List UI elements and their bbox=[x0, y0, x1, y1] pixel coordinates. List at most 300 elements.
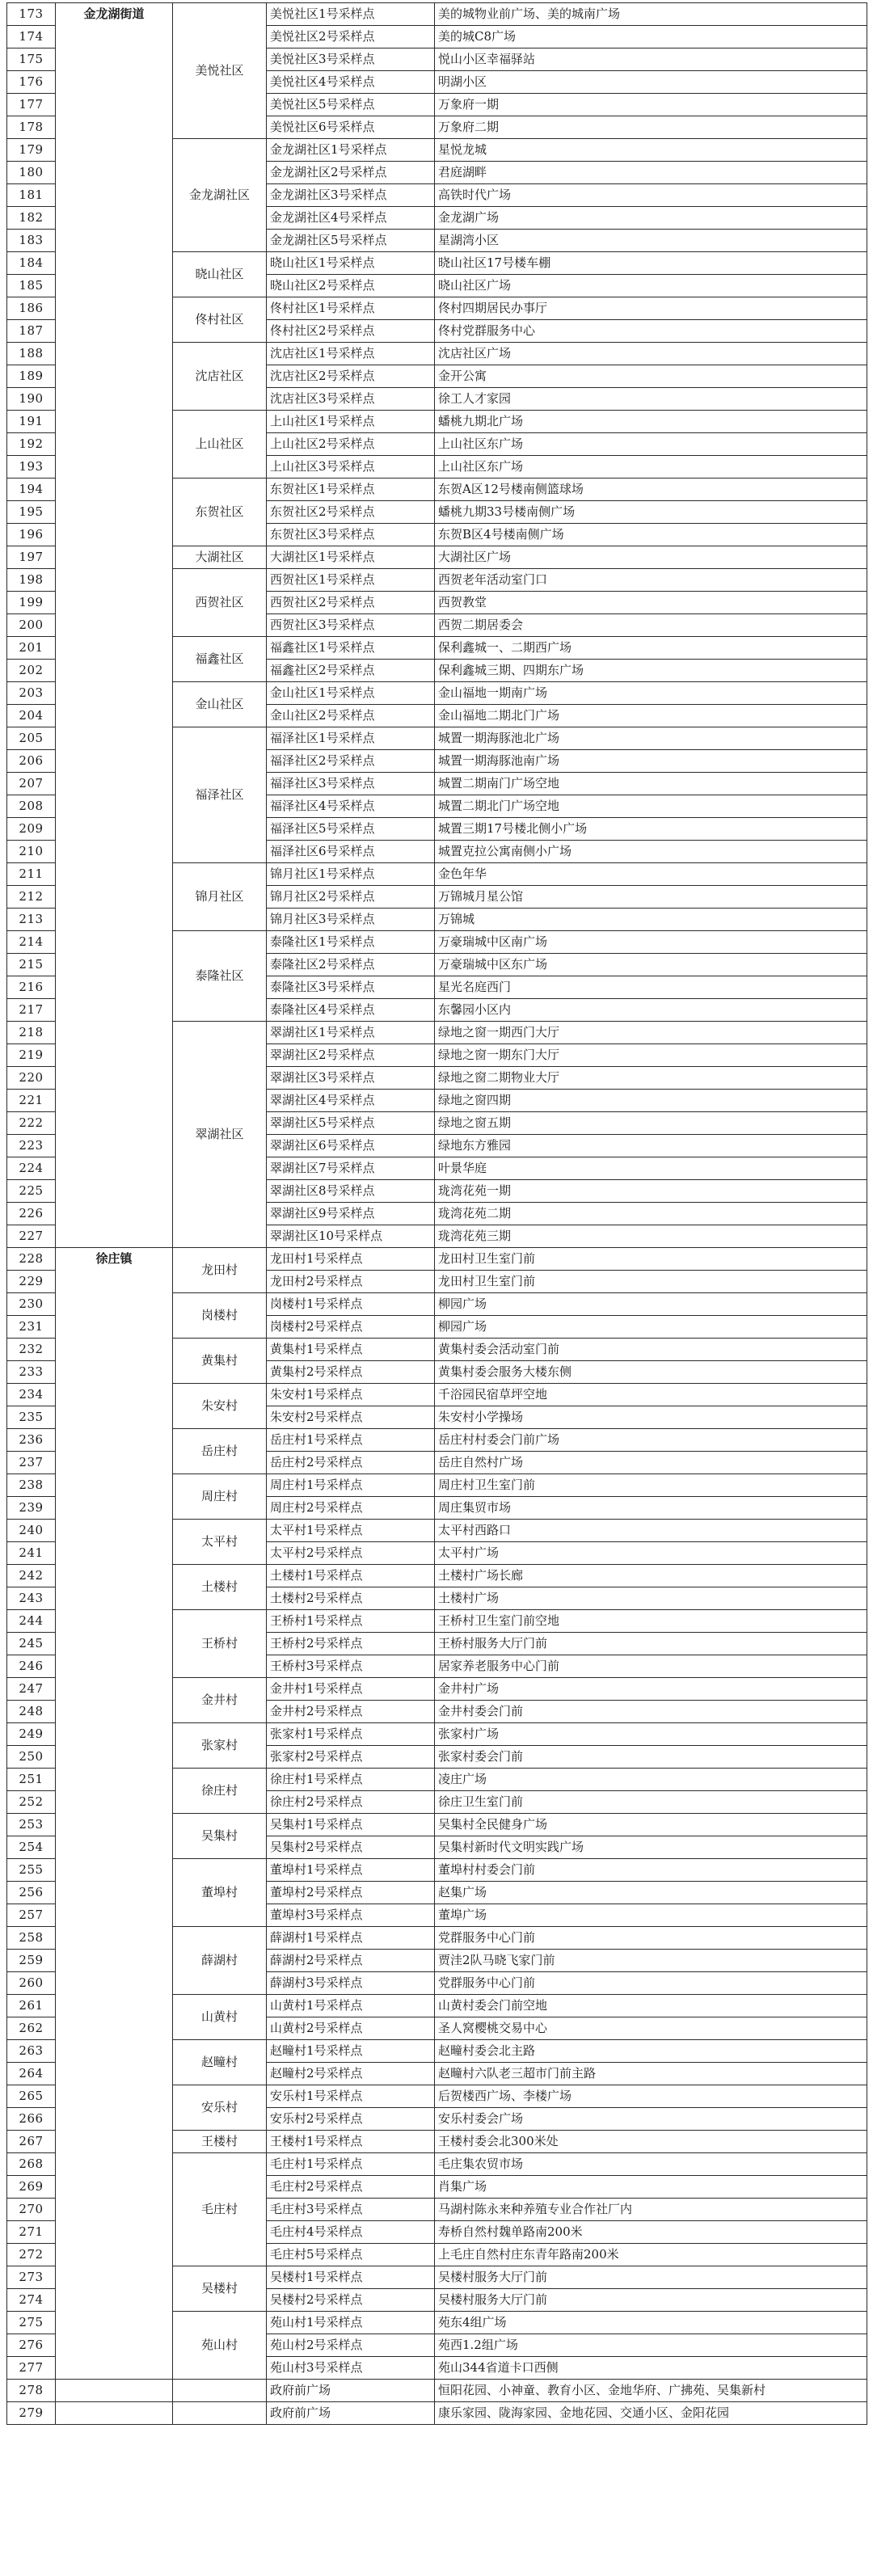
sampling-site: 黄集村1号采样点 bbox=[267, 1339, 435, 1361]
site-location: 土楼村广场 bbox=[435, 1587, 867, 1610]
row-number: 262 bbox=[7, 2017, 56, 2040]
sampling-site: 翠湖社区1号采样点 bbox=[267, 1022, 435, 1044]
community-name: 赵疃村 bbox=[173, 2040, 267, 2085]
sampling-site: 政府前广场 bbox=[267, 2380, 435, 2402]
site-location: 东贺B区4号楼南侧广场 bbox=[435, 524, 867, 546]
sampling-site: 沈店社区3号采样点 bbox=[267, 388, 435, 411]
site-location: 金龙湖广场 bbox=[435, 207, 867, 230]
community-name: 福泽社区 bbox=[173, 727, 267, 863]
row-number: 229 bbox=[7, 1271, 56, 1293]
row-number: 236 bbox=[7, 1429, 56, 1452]
site-location: 金开公寓 bbox=[435, 365, 867, 388]
site-location: 君庭湖畔 bbox=[435, 162, 867, 184]
sampling-site: 翠湖社区4号采样点 bbox=[267, 1090, 435, 1112]
site-location: 黄集村委会服务大楼东侧 bbox=[435, 1361, 867, 1384]
sampling-site: 毛庄村2号采样点 bbox=[267, 2176, 435, 2199]
row-number: 207 bbox=[7, 773, 56, 795]
sampling-site: 苑山村1号采样点 bbox=[267, 2312, 435, 2334]
sampling-site: 岳庄村2号采样点 bbox=[267, 1452, 435, 1474]
sampling-site: 翠湖社区7号采样点 bbox=[267, 1157, 435, 1180]
row-number: 181 bbox=[7, 184, 56, 207]
site-location: 保利鑫城一、二期西广场 bbox=[435, 637, 867, 660]
row-number: 279 bbox=[7, 2402, 56, 2425]
row-number: 226 bbox=[7, 1203, 56, 1225]
sampling-site: 福泽社区3号采样点 bbox=[267, 773, 435, 795]
sampling-site: 政府前广场 bbox=[267, 2402, 435, 2425]
site-location: 安乐村委会广场 bbox=[435, 2108, 867, 2131]
sampling-site: 东贺社区3号采样点 bbox=[267, 524, 435, 546]
row-number: 218 bbox=[7, 1022, 56, 1044]
sampling-site: 福泽社区5号采样点 bbox=[267, 818, 435, 841]
site-location: 张家村委会门前 bbox=[435, 1746, 867, 1769]
row-number: 234 bbox=[7, 1384, 56, 1406]
empty-cell bbox=[173, 2380, 267, 2402]
row-number: 230 bbox=[7, 1293, 56, 1316]
row-number: 271 bbox=[7, 2221, 56, 2244]
row-number: 235 bbox=[7, 1406, 56, 1429]
site-location: 徐庄卫生室门前 bbox=[435, 1791, 867, 1814]
sampling-site: 金龙湖社区4号采样点 bbox=[267, 207, 435, 230]
community-name: 福鑫社区 bbox=[173, 637, 267, 682]
sampling-site: 徐庄村2号采样点 bbox=[267, 1791, 435, 1814]
row-number: 191 bbox=[7, 411, 56, 433]
town-name: 金龙湖街道 bbox=[56, 3, 173, 1248]
row-number: 193 bbox=[7, 456, 56, 479]
site-location: 苑西1.2组广场 bbox=[435, 2334, 867, 2357]
site-location: 佟村四期居民办事厅 bbox=[435, 297, 867, 320]
site-location: 赵集广场 bbox=[435, 1882, 867, 1904]
site-location: 高铁时代广场 bbox=[435, 184, 867, 207]
sampling-site: 毛庄村3号采样点 bbox=[267, 2199, 435, 2221]
empty-cell bbox=[173, 2402, 267, 2425]
row-number: 202 bbox=[7, 660, 56, 682]
sampling-site: 上山社区1号采样点 bbox=[267, 411, 435, 433]
site-location: 吴楼村服务大厅门前 bbox=[435, 2266, 867, 2289]
site-location: 吴集村新时代文明实践广场 bbox=[435, 1836, 867, 1859]
sampling-site: 太平村2号采样点 bbox=[267, 1542, 435, 1565]
sampling-site: 赵疃村2号采样点 bbox=[267, 2063, 435, 2085]
row-number: 248 bbox=[7, 1701, 56, 1723]
site-location: 徐工人才家园 bbox=[435, 388, 867, 411]
row-number: 272 bbox=[7, 2244, 56, 2266]
sampling-site: 山黄村2号采样点 bbox=[267, 2017, 435, 2040]
row-number: 268 bbox=[7, 2153, 56, 2176]
site-location: 星湖湾小区 bbox=[435, 230, 867, 252]
sampling-site: 金龙湖社区5号采样点 bbox=[267, 230, 435, 252]
sampling-site: 龙田村1号采样点 bbox=[267, 1248, 435, 1271]
row-number: 240 bbox=[7, 1520, 56, 1542]
sampling-site: 晓山社区2号采样点 bbox=[267, 275, 435, 297]
sampling-site: 上山社区2号采样点 bbox=[267, 433, 435, 456]
site-location: 美的城C8广场 bbox=[435, 26, 867, 48]
site-location: 吴集村全民健身广场 bbox=[435, 1814, 867, 1836]
row-number: 189 bbox=[7, 365, 56, 388]
row-number: 256 bbox=[7, 1882, 56, 1904]
community-name: 徐庄村 bbox=[173, 1769, 267, 1814]
row-number: 241 bbox=[7, 1542, 56, 1565]
sampling-site: 朱安村1号采样点 bbox=[267, 1384, 435, 1406]
sampling-site: 翠湖社区6号采样点 bbox=[267, 1135, 435, 1157]
site-location: 悦山小区幸福驿站 bbox=[435, 48, 867, 71]
community-name: 沈店社区 bbox=[173, 343, 267, 411]
sampling-site: 翠湖社区10号采样点 bbox=[267, 1225, 435, 1248]
row-number: 188 bbox=[7, 343, 56, 365]
community-name: 黄集村 bbox=[173, 1339, 267, 1384]
row-number: 198 bbox=[7, 569, 56, 592]
site-location: 东贺A区12号楼南侧篮球场 bbox=[435, 479, 867, 501]
row-number: 270 bbox=[7, 2199, 56, 2221]
site-location: 赵疃村六队老三超市门前主路 bbox=[435, 2063, 867, 2085]
site-location: 美的城物业前广场、美的城南广场 bbox=[435, 3, 867, 26]
community-name: 金井村 bbox=[173, 1678, 267, 1723]
community-name: 董埠村 bbox=[173, 1859, 267, 1927]
sampling-site: 翠湖社区9号采样点 bbox=[267, 1203, 435, 1225]
sampling-site: 薛湖村3号采样点 bbox=[267, 1972, 435, 1995]
row-number: 238 bbox=[7, 1474, 56, 1497]
row-number: 176 bbox=[7, 71, 56, 94]
community-name: 金山社区 bbox=[173, 682, 267, 727]
sampling-site: 西贺社区1号采样点 bbox=[267, 569, 435, 592]
sampling-site: 山黄村1号采样点 bbox=[267, 1995, 435, 2017]
site-location: 晓山社区广场 bbox=[435, 275, 867, 297]
site-location: 后贺楼西广场、李楼广场 bbox=[435, 2085, 867, 2108]
sampling-site: 美悦社区4号采样点 bbox=[267, 71, 435, 94]
sampling-site: 沈店社区2号采样点 bbox=[267, 365, 435, 388]
row-number: 213 bbox=[7, 909, 56, 931]
row-number: 174 bbox=[7, 26, 56, 48]
sampling-site: 泰隆社区2号采样点 bbox=[267, 954, 435, 976]
sampling-site: 美悦社区1号采样点 bbox=[267, 3, 435, 26]
site-location: 圣人窝樱桃交易中心 bbox=[435, 2017, 867, 2040]
table-body bbox=[7, 3, 867, 2425]
site-location: 金色年华 bbox=[435, 863, 867, 886]
row-number: 261 bbox=[7, 1995, 56, 2017]
sampling-site: 吴集村1号采样点 bbox=[267, 1814, 435, 1836]
row-number: 221 bbox=[7, 1090, 56, 1112]
site-location: 万象府二期 bbox=[435, 116, 867, 139]
site-location: 蟠桃九期33号楼南侧广场 bbox=[435, 501, 867, 524]
row-number: 173 bbox=[7, 3, 56, 26]
sampling-site: 董埠村3号采样点 bbox=[267, 1904, 435, 1927]
row-number: 232 bbox=[7, 1339, 56, 1361]
site-location: 黄集村委会活动室门前 bbox=[435, 1339, 867, 1361]
row-number: 228 bbox=[7, 1248, 56, 1271]
row-number: 274 bbox=[7, 2289, 56, 2312]
site-location: 万锦城月星公馆 bbox=[435, 886, 867, 909]
site-location: 明湖小区 bbox=[435, 71, 867, 94]
site-location: 柳园广场 bbox=[435, 1316, 867, 1339]
row-number: 175 bbox=[7, 48, 56, 71]
site-location: 绿地之窗四期 bbox=[435, 1090, 867, 1112]
sampling-site: 太平村1号采样点 bbox=[267, 1520, 435, 1542]
sampling-site: 董埠村1号采样点 bbox=[267, 1859, 435, 1882]
sampling-site: 张家村2号采样点 bbox=[267, 1746, 435, 1769]
sampling-site: 泰隆社区3号采样点 bbox=[267, 976, 435, 999]
site-location: 土楼村广场长廊 bbox=[435, 1565, 867, 1587]
site-location: 上山社区东广场 bbox=[435, 433, 867, 456]
row-number: 209 bbox=[7, 818, 56, 841]
community-name: 毛庄村 bbox=[173, 2153, 267, 2266]
row-number: 247 bbox=[7, 1678, 56, 1701]
sampling-site: 翠湖社区8号采样点 bbox=[267, 1180, 435, 1203]
sampling-site: 周庄村2号采样点 bbox=[267, 1497, 435, 1520]
row-number: 197 bbox=[7, 546, 56, 569]
community-name: 岳庄村 bbox=[173, 1429, 267, 1474]
row-number: 205 bbox=[7, 727, 56, 750]
sampling-site: 泰隆社区4号采样点 bbox=[267, 999, 435, 1022]
site-location: 山黄村委会门前空地 bbox=[435, 1995, 867, 2017]
sampling-site: 吴集村2号采样点 bbox=[267, 1836, 435, 1859]
row-number: 242 bbox=[7, 1565, 56, 1587]
site-location: 绿地之窗五期 bbox=[435, 1112, 867, 1135]
site-location: 凌庄广场 bbox=[435, 1769, 867, 1791]
site-location: 居家养老服务中心门前 bbox=[435, 1655, 867, 1678]
site-location: 西贺教堂 bbox=[435, 592, 867, 614]
community-name: 美悦社区 bbox=[173, 3, 267, 139]
site-location: 苑山344省道卡口西侧 bbox=[435, 2357, 867, 2380]
row-number: 185 bbox=[7, 275, 56, 297]
row-number: 196 bbox=[7, 524, 56, 546]
site-location: 朱安村小学操场 bbox=[435, 1406, 867, 1429]
site-location: 万锦城 bbox=[435, 909, 867, 931]
table-row bbox=[7, 2380, 867, 2402]
site-location: 东馨园小区内 bbox=[435, 999, 867, 1022]
row-number: 203 bbox=[7, 682, 56, 705]
site-location: 绿地之窗一期西门大厅 bbox=[435, 1022, 867, 1044]
empty-cell bbox=[56, 2402, 173, 2425]
site-location: 吴楼村服务大厅门前 bbox=[435, 2289, 867, 2312]
site-location: 千浴园民宿草坪空地 bbox=[435, 1384, 867, 1406]
row-number: 258 bbox=[7, 1927, 56, 1950]
sampling-site: 金井村1号采样点 bbox=[267, 1678, 435, 1701]
row-number: 216 bbox=[7, 976, 56, 999]
sampling-site: 福鑫社区1号采样点 bbox=[267, 637, 435, 660]
site-location: 张家村广场 bbox=[435, 1723, 867, 1746]
sampling-site: 王楼村1号采样点 bbox=[267, 2131, 435, 2153]
row-number: 250 bbox=[7, 1746, 56, 1769]
sampling-site: 吴楼村2号采样点 bbox=[267, 2289, 435, 2312]
site-location: 马湖村陈永来种养殖专业合作社厂内 bbox=[435, 2199, 867, 2221]
site-location: 绿地之窗一期东门大厅 bbox=[435, 1044, 867, 1067]
site-location: 康乐家园、陇海家园、金地花园、交通小区、金阳花园 bbox=[435, 2402, 867, 2425]
site-location: 赵疃村委会北主路 bbox=[435, 2040, 867, 2063]
sampling-site: 苑山村3号采样点 bbox=[267, 2357, 435, 2380]
community-name: 安乐村 bbox=[173, 2085, 267, 2131]
row-number: 251 bbox=[7, 1769, 56, 1791]
sampling-site: 安乐村1号采样点 bbox=[267, 2085, 435, 2108]
site-location: 珑湾花苑三期 bbox=[435, 1225, 867, 1248]
row-number: 186 bbox=[7, 297, 56, 320]
site-location: 叶景华庭 bbox=[435, 1157, 867, 1180]
row-number: 195 bbox=[7, 501, 56, 524]
sampling-site: 金山社区2号采样点 bbox=[267, 705, 435, 727]
row-number: 184 bbox=[7, 252, 56, 275]
row-number: 223 bbox=[7, 1135, 56, 1157]
row-number: 222 bbox=[7, 1112, 56, 1135]
row-number: 178 bbox=[7, 116, 56, 139]
sampling-site: 岗楼村2号采样点 bbox=[267, 1316, 435, 1339]
site-location: 太平村广场 bbox=[435, 1542, 867, 1565]
sampling-site: 沈店社区1号采样点 bbox=[267, 343, 435, 365]
site-location: 太平村西路口 bbox=[435, 1520, 867, 1542]
site-location: 王桥村卫生室门前空地 bbox=[435, 1610, 867, 1633]
site-location: 金山福地一期南广场 bbox=[435, 682, 867, 705]
site-location: 党群服务中心门前 bbox=[435, 1927, 867, 1950]
sampling-site: 赵疃村1号采样点 bbox=[267, 2040, 435, 2063]
site-location: 大湖社区广场 bbox=[435, 546, 867, 569]
row-number: 267 bbox=[7, 2131, 56, 2153]
row-number: 177 bbox=[7, 94, 56, 116]
row-number: 206 bbox=[7, 750, 56, 773]
sampling-site: 美悦社区3号采样点 bbox=[267, 48, 435, 71]
site-location: 沈店社区广场 bbox=[435, 343, 867, 365]
row-number: 259 bbox=[7, 1950, 56, 1972]
sampling-site: 佟村社区1号采样点 bbox=[267, 297, 435, 320]
sampling-site: 王桥村1号采样点 bbox=[267, 1610, 435, 1633]
community-name: 泰隆社区 bbox=[173, 931, 267, 1022]
row-number: 264 bbox=[7, 2063, 56, 2085]
row-number: 211 bbox=[7, 863, 56, 886]
row-number: 276 bbox=[7, 2334, 56, 2357]
row-number: 199 bbox=[7, 592, 56, 614]
row-number: 212 bbox=[7, 886, 56, 909]
site-location: 金井村委会门前 bbox=[435, 1701, 867, 1723]
site-location: 城置二期北门广场空地 bbox=[435, 795, 867, 818]
community-name: 岗楼村 bbox=[173, 1293, 267, 1339]
site-location: 金山福地二期北门广场 bbox=[435, 705, 867, 727]
community-name: 上山社区 bbox=[173, 411, 267, 479]
sampling-site: 黄集村2号采样点 bbox=[267, 1361, 435, 1384]
sampling-site: 王桥村2号采样点 bbox=[267, 1633, 435, 1655]
row-number: 273 bbox=[7, 2266, 56, 2289]
sampling-site: 东贺社区1号采样点 bbox=[267, 479, 435, 501]
site-location: 王楼村委会北300米处 bbox=[435, 2131, 867, 2153]
site-location: 恒阳花园、小神童、教育小区、金地华府、广拂苑、吴集新村 bbox=[435, 2380, 867, 2402]
sampling-site: 薛湖村1号采样点 bbox=[267, 1927, 435, 1950]
sampling-site: 毛庄村1号采样点 bbox=[267, 2153, 435, 2176]
sampling-site: 锦月社区1号采样点 bbox=[267, 863, 435, 886]
sampling-site: 岳庄村1号采样点 bbox=[267, 1429, 435, 1452]
site-location: 绿地东方雅园 bbox=[435, 1135, 867, 1157]
sampling-site: 周庄村1号采样点 bbox=[267, 1474, 435, 1497]
community-name: 锦月社区 bbox=[173, 863, 267, 931]
row-number: 252 bbox=[7, 1791, 56, 1814]
row-number: 227 bbox=[7, 1225, 56, 1248]
row-number: 208 bbox=[7, 795, 56, 818]
row-number: 190 bbox=[7, 388, 56, 411]
site-location: 金井村广场 bbox=[435, 1678, 867, 1701]
site-location: 绿地之窗二期物业大厅 bbox=[435, 1067, 867, 1090]
sampling-site: 朱安村2号采样点 bbox=[267, 1406, 435, 1429]
community-name: 大湖社区 bbox=[173, 546, 267, 569]
site-location: 城置二期南门广场空地 bbox=[435, 773, 867, 795]
community-name: 王楼村 bbox=[173, 2131, 267, 2153]
sampling-site: 金山社区1号采样点 bbox=[267, 682, 435, 705]
row-number: 200 bbox=[7, 614, 56, 637]
site-location: 寿桥自然村魏单路南200米 bbox=[435, 2221, 867, 2244]
sampling-site: 苑山村2号采样点 bbox=[267, 2334, 435, 2357]
site-location: 龙田村卫生室门前 bbox=[435, 1271, 867, 1293]
row-number: 224 bbox=[7, 1157, 56, 1180]
site-location: 周庄村卫生室门前 bbox=[435, 1474, 867, 1497]
community-name: 晓山社区 bbox=[173, 252, 267, 297]
site-location: 珑湾花苑一期 bbox=[435, 1180, 867, 1203]
row-number: 260 bbox=[7, 1972, 56, 1995]
site-location: 西贺老年活动室门口 bbox=[435, 569, 867, 592]
row-number: 244 bbox=[7, 1610, 56, 1633]
community-name: 山黄村 bbox=[173, 1995, 267, 2040]
sampling-site: 福泽社区2号采样点 bbox=[267, 750, 435, 773]
community-name: 东贺社区 bbox=[173, 479, 267, 546]
site-location: 上山社区东广场 bbox=[435, 456, 867, 479]
row-number: 255 bbox=[7, 1859, 56, 1882]
site-location: 晓山社区17号楼车棚 bbox=[435, 252, 867, 275]
sampling-site: 董埠村2号采样点 bbox=[267, 1882, 435, 1904]
sampling-site: 毛庄村5号采样点 bbox=[267, 2244, 435, 2266]
row-number: 194 bbox=[7, 479, 56, 501]
community-name: 苑山村 bbox=[173, 2312, 267, 2380]
site-location: 西贺二期居委会 bbox=[435, 614, 867, 637]
sampling-site: 上山社区3号采样点 bbox=[267, 456, 435, 479]
row-number: 217 bbox=[7, 999, 56, 1022]
sampling-site: 大湖社区1号采样点 bbox=[267, 546, 435, 569]
row-number: 204 bbox=[7, 705, 56, 727]
empty-cell bbox=[56, 2380, 173, 2402]
row-number: 254 bbox=[7, 1836, 56, 1859]
row-number: 210 bbox=[7, 841, 56, 863]
site-location: 王桥村服务大厅门前 bbox=[435, 1633, 867, 1655]
sampling-site: 岗楼村1号采样点 bbox=[267, 1293, 435, 1316]
row-number: 214 bbox=[7, 931, 56, 954]
site-location: 柳园广场 bbox=[435, 1293, 867, 1316]
site-location: 城置克拉公寓南侧小广场 bbox=[435, 841, 867, 863]
sampling-site: 土楼村1号采样点 bbox=[267, 1565, 435, 1587]
row-number: 183 bbox=[7, 230, 56, 252]
row-number: 263 bbox=[7, 2040, 56, 2063]
community-name: 太平村 bbox=[173, 1520, 267, 1565]
sampling-site: 翠湖社区2号采样点 bbox=[267, 1044, 435, 1067]
sampling-site: 东贺社区2号采样点 bbox=[267, 501, 435, 524]
community-name: 西贺社区 bbox=[173, 569, 267, 637]
row-number: 239 bbox=[7, 1497, 56, 1520]
sampling-site: 佟村社区2号采样点 bbox=[267, 320, 435, 343]
site-location: 上毛庄自然村庄东青年路南200米 bbox=[435, 2244, 867, 2266]
sampling-site: 翠湖社区5号采样点 bbox=[267, 1112, 435, 1135]
sampling-site: 薛湖村2号采样点 bbox=[267, 1950, 435, 1972]
sampling-site: 晓山社区1号采样点 bbox=[267, 252, 435, 275]
row-number: 231 bbox=[7, 1316, 56, 1339]
site-location: 蟠桃九期北广场 bbox=[435, 411, 867, 433]
sampling-site: 泰隆社区1号采样点 bbox=[267, 931, 435, 954]
table-row bbox=[7, 2402, 867, 2425]
sampling-site: 福鑫社区2号采样点 bbox=[267, 660, 435, 682]
community-name: 吴集村 bbox=[173, 1814, 267, 1859]
sampling-site: 西贺社区3号采样点 bbox=[267, 614, 435, 637]
site-location: 肖集广场 bbox=[435, 2176, 867, 2199]
row-number: 220 bbox=[7, 1067, 56, 1090]
community-name: 周庄村 bbox=[173, 1474, 267, 1520]
sampling-site: 锦月社区2号采样点 bbox=[267, 886, 435, 909]
site-location: 保利鑫城三期、四期东广场 bbox=[435, 660, 867, 682]
row-number: 265 bbox=[7, 2085, 56, 2108]
site-location: 城置三期17号楼北侧小广场 bbox=[435, 818, 867, 841]
row-number: 215 bbox=[7, 954, 56, 976]
row-number: 277 bbox=[7, 2357, 56, 2380]
site-location: 万豪瑞城中区东广场 bbox=[435, 954, 867, 976]
site-location: 董埠村村委会门前 bbox=[435, 1859, 867, 1882]
site-location: 董埠广场 bbox=[435, 1904, 867, 1927]
site-location: 周庄集贸市场 bbox=[435, 1497, 867, 1520]
